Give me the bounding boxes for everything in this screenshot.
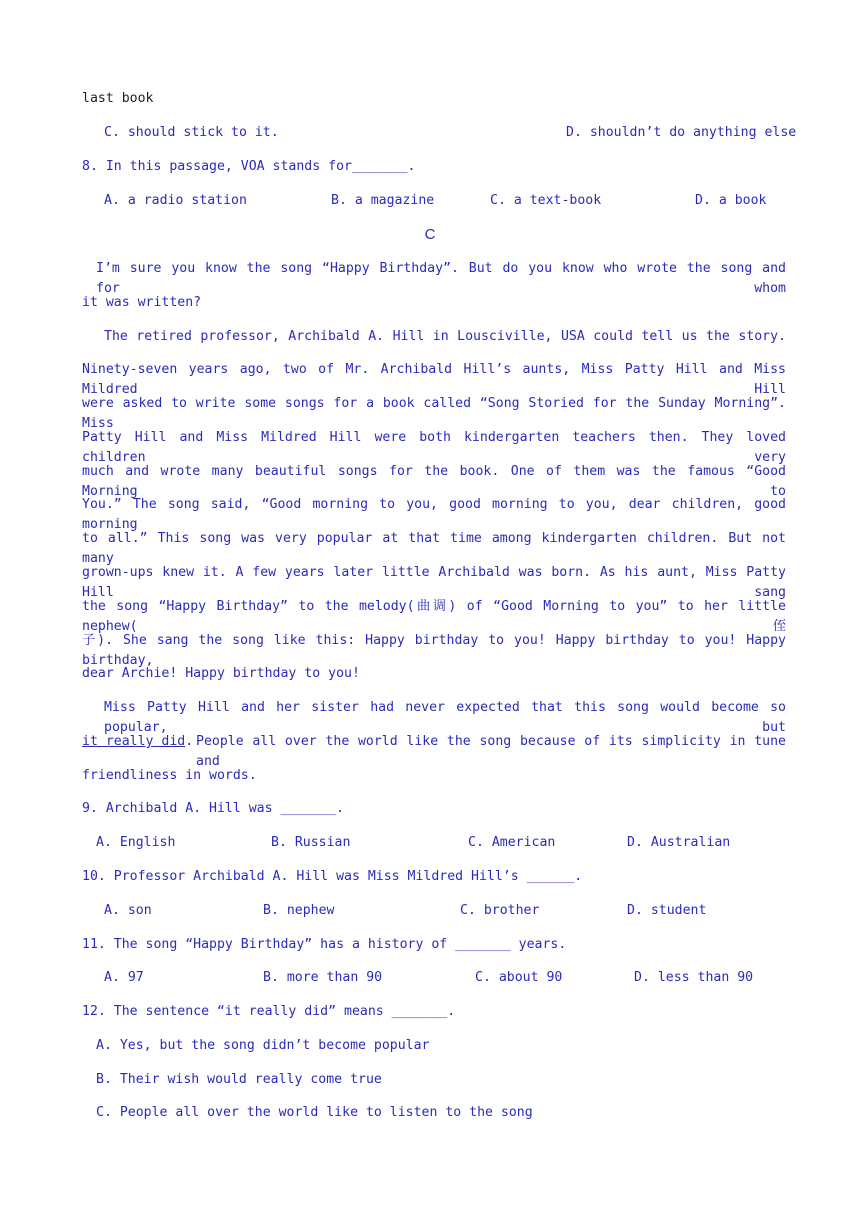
underlined-phrase: it really did.	[82, 734, 194, 749]
passage-line: to all.” This song was very popular at that time among kindergarten children. But not many	[82, 531, 786, 566]
previous-option-fragment: last book	[82, 91, 154, 106]
question-10-option-d: D. student	[627, 903, 707, 918]
passage-line: You.” The song said, “Good morning to you, good morning to you, dear children, good morning	[82, 497, 786, 532]
question-12-option-a: A. Yes, but the song didn’t become popular	[96, 1038, 430, 1053]
question-10-option-b: B. nephew	[263, 903, 335, 918]
question-9-stem: 9. Archibald A. Hill was _______.	[82, 801, 345, 816]
passage-line: Ninety-seven years ago, two of Mr. Archibald Hill’s aunts, Miss Patty Hill and Miss Mildred Hill	[82, 362, 786, 397]
passage-line: friendliness in words.	[82, 768, 257, 783]
passage-line: it was written?	[82, 295, 202, 310]
question-9-option-c: C. American	[468, 835, 556, 850]
previous-option-c: C. should stick to it.	[104, 125, 279, 140]
passage-line: the song “Happy Birthday” to the melody(曲调) of “Good Morning to you” to her little nephew(侄	[82, 599, 786, 634]
question-11-option-c: C. about 90	[475, 970, 563, 985]
passage-line: Patty Hill and Miss Mildred Hill were both kindergarten teachers then. They loved children very	[82, 430, 786, 465]
question-8-option-c: C. a text-book	[490, 193, 602, 208]
question-12-option-b: B. Their wish would really come true	[96, 1072, 382, 1087]
question-11-option-d: D. less than 90	[634, 970, 754, 985]
passage-line: 子). She sang the song like this: Happy birthday to you! Happy birthday to you! Happy birthday,	[82, 633, 786, 668]
question-11-option-a: A. 97	[104, 970, 144, 985]
passage-line: were asked to write some songs for a book called “Song Storied for the Sunday Morning”. Miss	[82, 396, 786, 431]
question-8-stem: 8. In this passage, VOA stands for_______.	[82, 159, 416, 174]
question-11-option-b: B. more than 90	[263, 970, 383, 985]
question-12-option-c: C. People all over the world like to listen to the song	[96, 1105, 533, 1120]
question-9-option-b: B. Russian	[271, 835, 351, 850]
question-8-option-d: D. a book	[695, 193, 767, 208]
question-9-option-d: D. Australian	[627, 835, 731, 850]
question-11-stem: 11. The song “Happy Birthday” has a history of _______ years.	[82, 937, 567, 952]
section-heading: C	[424, 226, 436, 243]
underlined-text: it really did	[82, 734, 186, 749]
question-12-stem: 12. The sentence “it really did” means _______.	[82, 1004, 456, 1019]
passage-line: Miss Patty Hill and her sister had never expected that this song would become so popular, but	[104, 700, 786, 735]
passage-line: I’m sure you know the song “Happy Birthday”. But do you know who wrote the song and for whom	[96, 261, 786, 296]
passage-line: grown-ups knew it. A few years later little Archibald was born. As his aunt, Miss Patty Hill sang	[82, 565, 786, 600]
question-8-option-b: B. a magazine	[331, 193, 435, 208]
question-10-option-a: A. son	[104, 903, 152, 918]
passage-line: People all over the world like the song because of its simplicity in tune and	[196, 734, 786, 769]
passage-line: The retired professor, Archibald A. Hill in Lousciville, USA could tell us the story.	[104, 329, 786, 344]
passage-line: dear Archie! Happy birthday to you!	[82, 666, 360, 681]
question-8-option-a: A. a radio station	[104, 193, 247, 208]
question-10-stem: 10. Professor Archibald A. Hill was Miss Mildred Hill’s ______.	[82, 869, 583, 884]
question-9-option-a: A. English	[96, 835, 176, 850]
passage-line: much and wrote many beautiful songs for the book. One of them was the famous “Good Morning to	[82, 464, 786, 499]
question-10-option-c: C. brother	[460, 903, 540, 918]
previous-option-d: D. shouldn’t do anything else	[566, 125, 797, 140]
